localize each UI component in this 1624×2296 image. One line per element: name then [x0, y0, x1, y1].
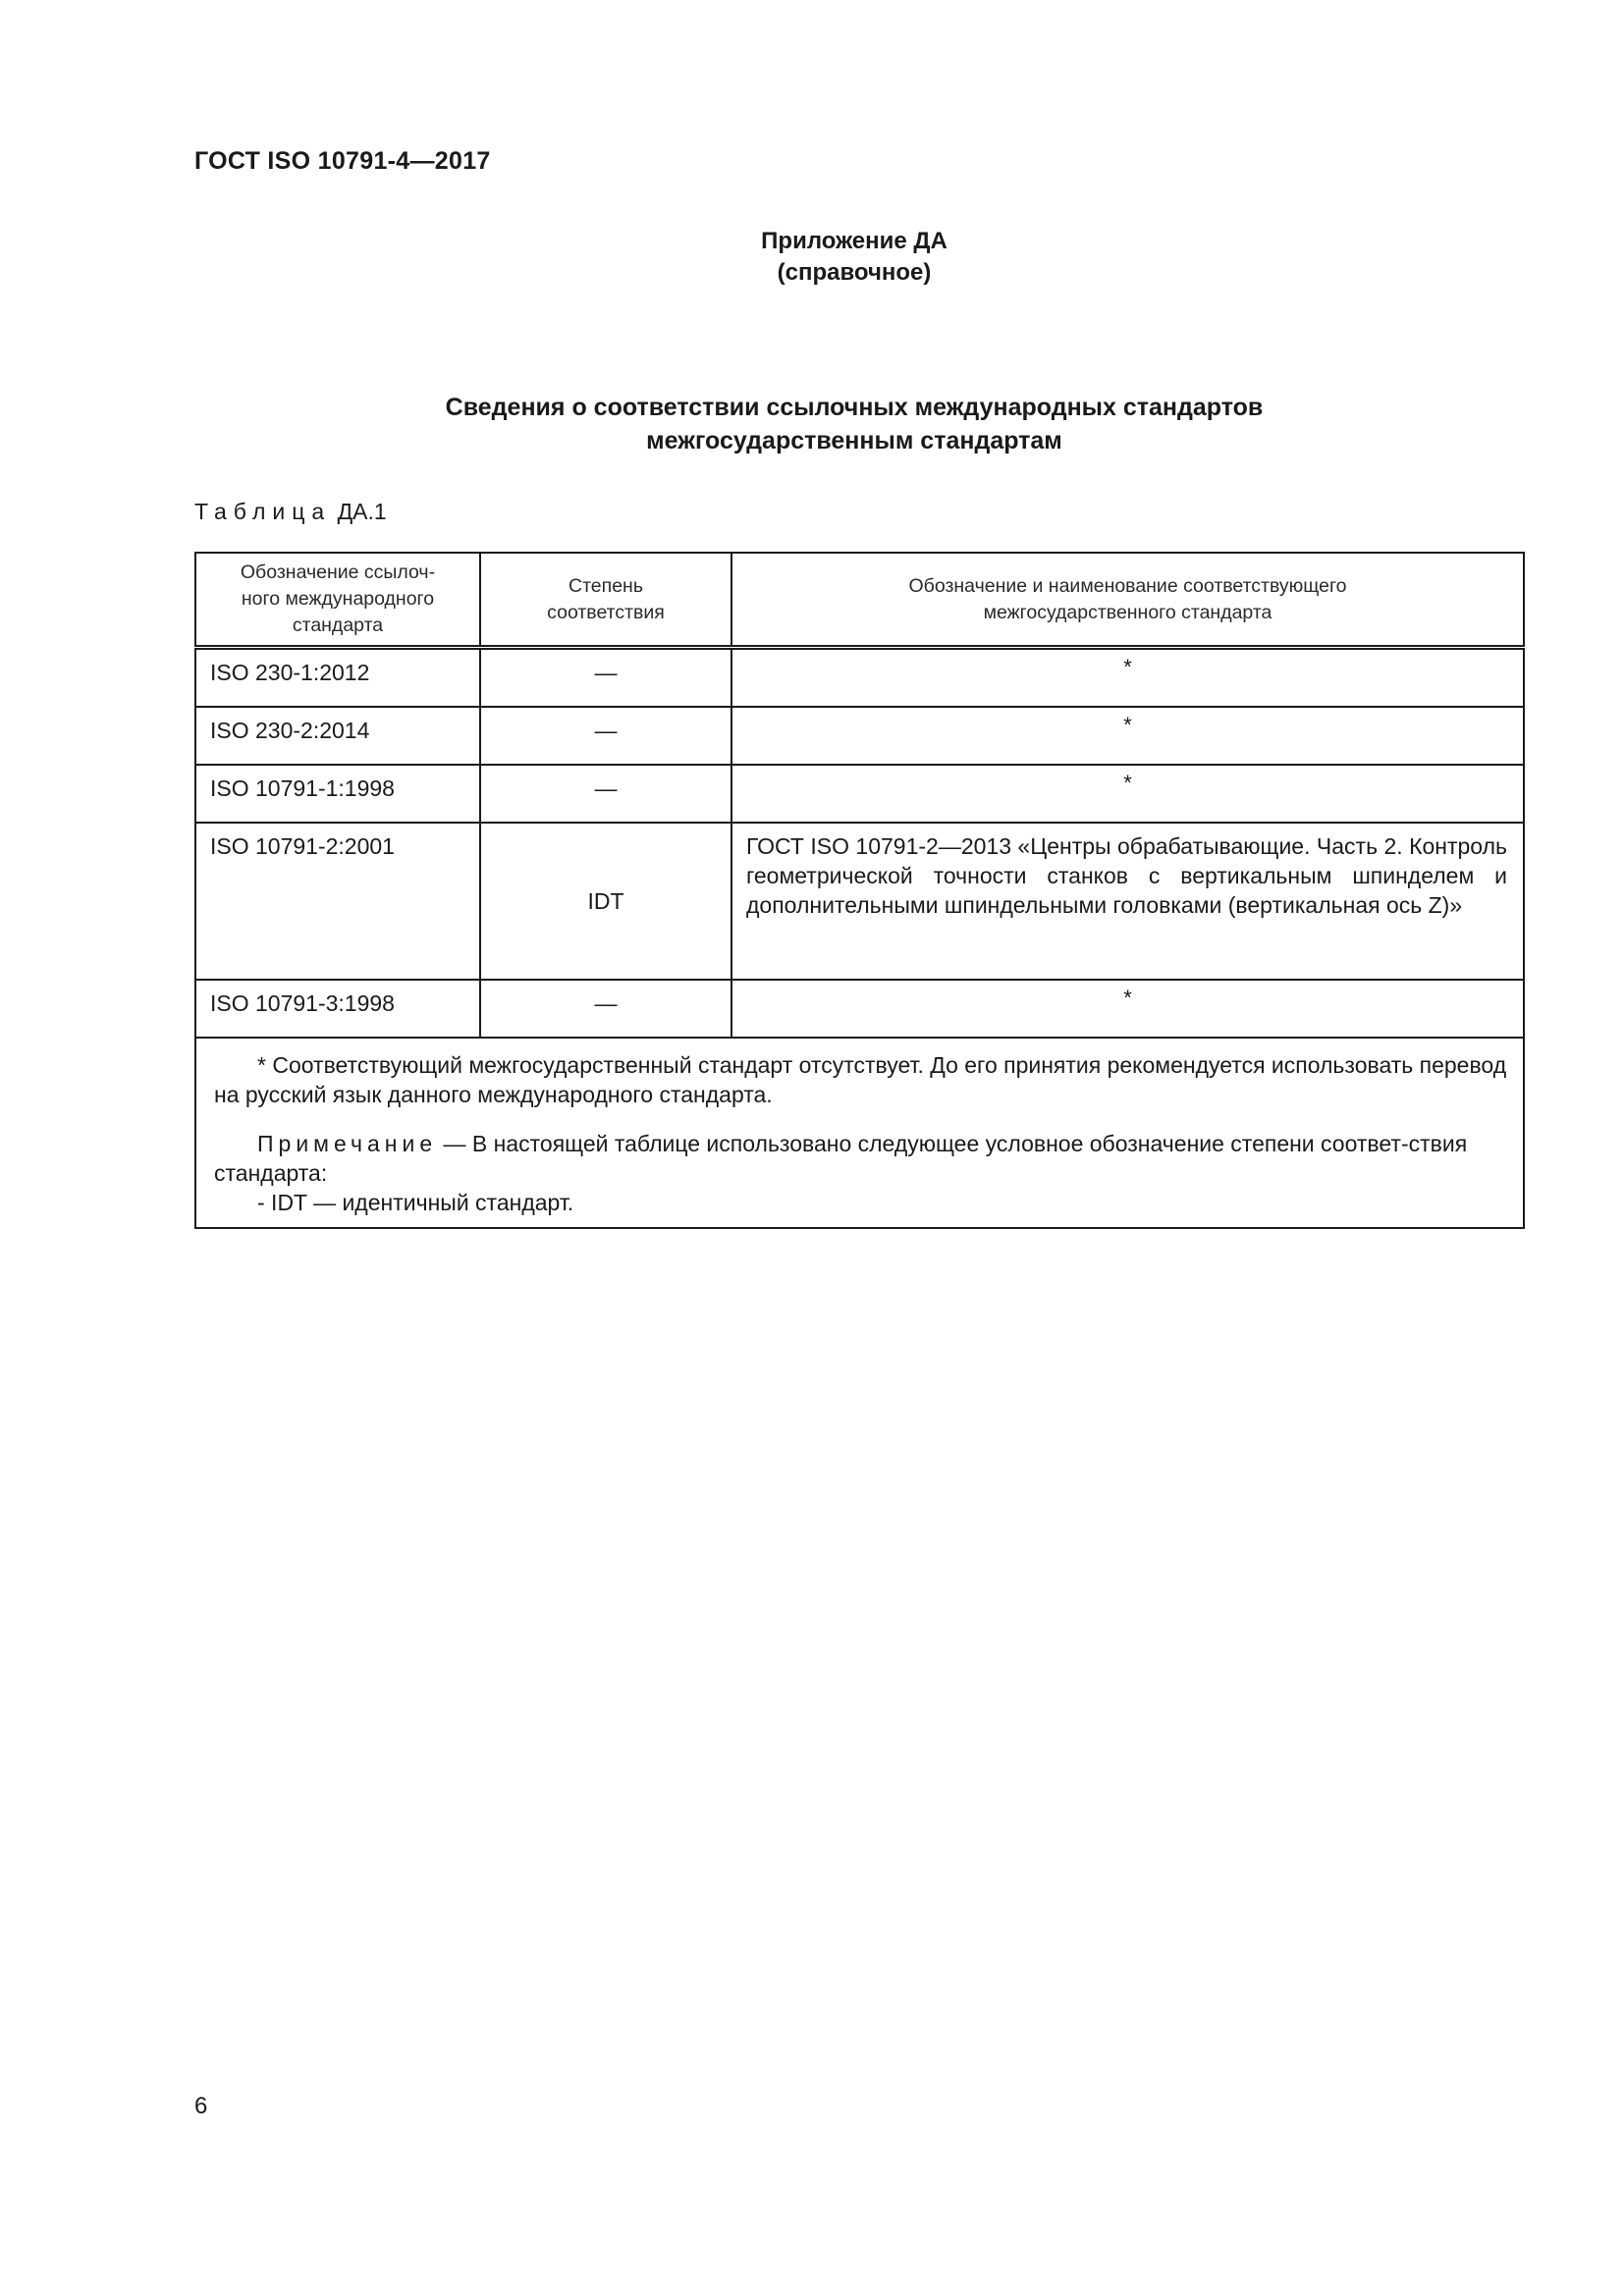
cell-reference-code: ISO 230-2:2014 [195, 707, 480, 765]
note-text: — В настоящей таблице использовано следующее условное обозначение степени соответ-ствия стандарта: [214, 1131, 1468, 1186]
cell-standard: * [731, 648, 1524, 708]
cell-degree: — [480, 648, 731, 708]
header-line: межгосударственного стандарта [983, 601, 1272, 623]
section-title-line-1: Сведения о соответствии ссылочных международных стандартов [445, 394, 1264, 421]
cell-degree: — [480, 707, 731, 765]
table-row [195, 648, 1524, 708]
page-number: 6 [194, 2093, 208, 2119]
header-cell-interstate-standard [731, 553, 1524, 648]
appendix-title: Приложение ДА [761, 228, 947, 254]
table-caption-id: ДА.1 [337, 499, 387, 524]
cell-standard: * [731, 707, 1524, 765]
note-label: Примечание [257, 1131, 438, 1156]
footnote-text: * Соответствующий межгосударственный стандарт отсутствует. До его принятия рекомендуется использовать перевод на русский язык данного международного стандарта. [214, 1052, 1507, 1107]
header-line: ного международного [241, 588, 435, 610]
appendix-heading [0, 226, 1624, 289]
cell-degree: — [480, 980, 731, 1038]
header-cell-reference-code [195, 553, 480, 648]
section-title [0, 391, 1624, 457]
cell-standard: * [731, 765, 1524, 823]
cell-degree: IDT [480, 823, 731, 980]
table-row [195, 765, 1524, 823]
note-paragraph [214, 1129, 1507, 1188]
table-row [195, 823, 1524, 980]
cell-reference-code: ISO 230-1:2012 [195, 648, 480, 708]
table-caption-prefix: Таблица [194, 499, 332, 524]
header-line: соответствия [547, 601, 665, 623]
cell-standard: ГОСТ ISO 10791-2—2013 «Центры обрабатывающие. Часть 2. Контроль геометрической точности станков с вертикальным шпинделем и дополнительными шпиндельными головками (вертикальная ось Z)» [731, 823, 1524, 980]
cell-reference-code: ISO 10791-1:1998 [195, 765, 480, 823]
table-caption [194, 499, 387, 525]
document-code-header: ГОСТ ISO 10791-4—2017 [194, 147, 491, 175]
correspondence-table [194, 552, 1525, 1229]
note-list-item: - IDT — идентичный стандарт. [257, 1190, 574, 1215]
cell-reference-code: ISO 10791-2:2001 [195, 823, 480, 980]
appendix-kind: (справочное) [777, 259, 932, 286]
table-header-row [195, 553, 1524, 648]
section-title-line-2: межгосударственным стандартам [646, 427, 1062, 454]
cell-degree: — [480, 765, 731, 823]
table-notes [195, 1038, 1524, 1228]
header-line: Обозначение ссылоч- [240, 561, 436, 583]
cell-reference-code: ISO 10791-3:1998 [195, 980, 480, 1038]
header-line: Обозначение и наименование соответствующего [908, 574, 1347, 597]
table-row [195, 980, 1524, 1038]
header-line: стандарта [292, 614, 384, 636]
header-cell-degree [480, 553, 731, 648]
header-line: Степень [568, 574, 643, 597]
cell-standard: * [731, 980, 1524, 1038]
table-row [195, 707, 1524, 765]
table-notes-row [195, 1038, 1524, 1228]
